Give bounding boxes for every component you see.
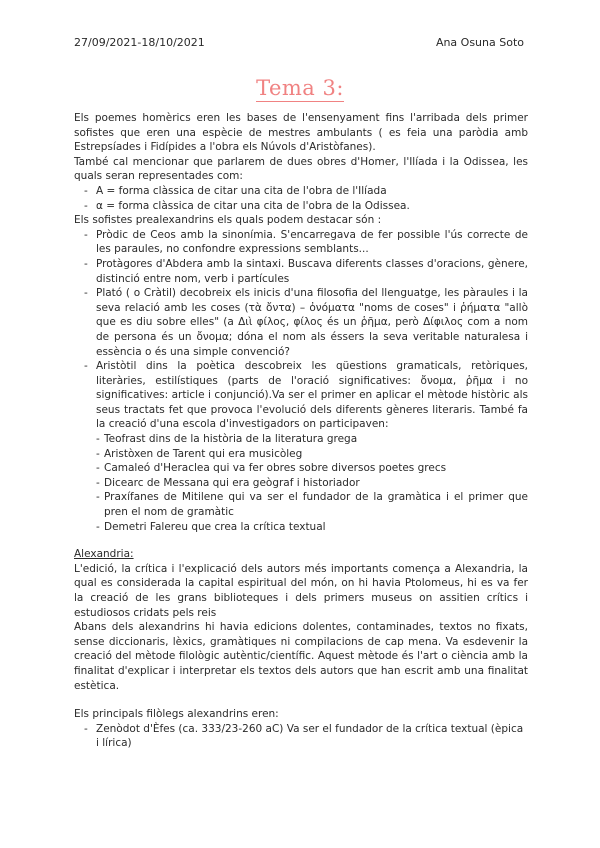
alexandria-heading: Alexandria: — [74, 548, 134, 561]
sophists-intro: Els sofistes prealexandrins els quals podem destacar són : — [74, 214, 382, 227]
philologists-intro: Els principals filòlegs alexandrins eren: — [74, 708, 279, 721]
list-item: - Pròdic de Ceos amb la sinonímia. S'encarregava de fer possible l'ús correcte de les paraules, no confondre expressions semblants... — [84, 228, 528, 256]
list-item: - Teofrast dins de la història de la literatura grega — [96, 433, 358, 446]
list-item: - Protàgores d'Abdera amb la sintaxi. Buscava diferents classes d'oracions, gènere, distinció entre nom, verb i partícules — [84, 257, 528, 285]
list-item: - Aristòtil dins la poètica descobreix les qüestions gramaticals, retòriques, literàries, estilístiques (parts de l'oració significatives: ὄνομα, ῥῆμα i no significatives: article i conjunció).Va ser el primer en aplicar el mètode històric als seus tractats fet que provoca l'evolució dels diferents gèneres literaris. També fa la creació d'una escola d'investigadors on participaven: — [84, 360, 528, 431]
page-title — [0, 76, 600, 100]
list-item: - Demetri Falereu que crea la crítica textual — [96, 520, 326, 533]
researchers-list — [74, 432, 528, 534]
list-item: - Plató ( o Cràtil) decobreix els inicis d'una filosofia del llenguatge, les pàraules i la seva relació amb les coses (τὰ ὄντα) – ὀνόματα "noms de coses" i ῥήματα "allò que es diu sobre elles" (a Διὶ φίλος, φίλος és un ῥῆμα, però Δίφιλος com a nom de persona és un ὄνομα; dóna el nom als éssers la seva veritable naturalesa i essència o és una simple convenció? — [84, 287, 528, 358]
citation-list — [74, 184, 528, 213]
page-title-text: Tema 3: — [256, 76, 344, 100]
philologists-list — [74, 722, 528, 751]
list-item: - α = forma clàssica de citar una cita de l'obra de la Odissea. — [84, 199, 410, 212]
document-body — [74, 111, 528, 751]
intro-paragraph: Els poemes homèrics eren les bases de l'ensenyament fins l'arribada dels primer sofistes que eren una espècie de mestres ambulants ( es feia una paròdia amb Estrepsíades i Fidípides a l'obra els Núvols d'Aristòfanes). — [74, 112, 528, 154]
page-header — [74, 36, 524, 52]
list-item: - Α = forma clàssica de citar una cita de l'obra de l'Ilíada — [84, 184, 387, 197]
spacer — [74, 693, 528, 707]
list-item: - Praxífanes de Mitilene qui va ser el fundador de la gramàtica i el primer que pren el nom de gramàtic — [96, 491, 528, 519]
list-item: - Zenòdot d'Èfes (ca. 333/23-260 aC) Va ser el fundador de la crítica textual (èpica i lírica) — [84, 722, 524, 750]
alexandria-paragraph-2: Abans dels alexandrins hi havia edicions dolentes, contaminades, textos no fixats, sense diccionaris, lèxics, gramàtiques ni compilacions de cap mena. Va esdevenir la creació del mètode filològic autèntic/científic. Aquest mètode és l'art o ciència amb la finalitat d'explicar i interpretar els textos dels autors que han escrit amb una finalitat estètica. — [74, 621, 528, 692]
header-date: 27/09/2021-18/10/2021 — [74, 36, 205, 49]
sophists-list — [74, 228, 528, 432]
list-item: - Dicearc de Messana qui era geògraf i historiador — [96, 476, 360, 489]
header-author: Ana Osuna Soto — [435, 36, 524, 49]
list-item: - Aristòxen de Tarent qui era musicòleg — [96, 447, 303, 460]
list-item: - Camaleó d'Heraclea qui va fer obres sobre diversos poetes grecs — [96, 462, 447, 475]
homer-works-paragraph: També cal mencionar que parlarem de dues obres d'Homer, l'Ilíada i la Odissea, les quals seran representades com: — [74, 155, 528, 183]
alexandria-paragraph-1: L'edició, la crítica i l'explicació dels autors més importants comença a Alexandria, la qual es considerada la capital espiritual del món, on hi havia Ptolomeus, hi es va fer la creació de les grans biblioteques i dels primers museus on assitien crítics i estudiosos cridats pels reis — [74, 562, 528, 619]
